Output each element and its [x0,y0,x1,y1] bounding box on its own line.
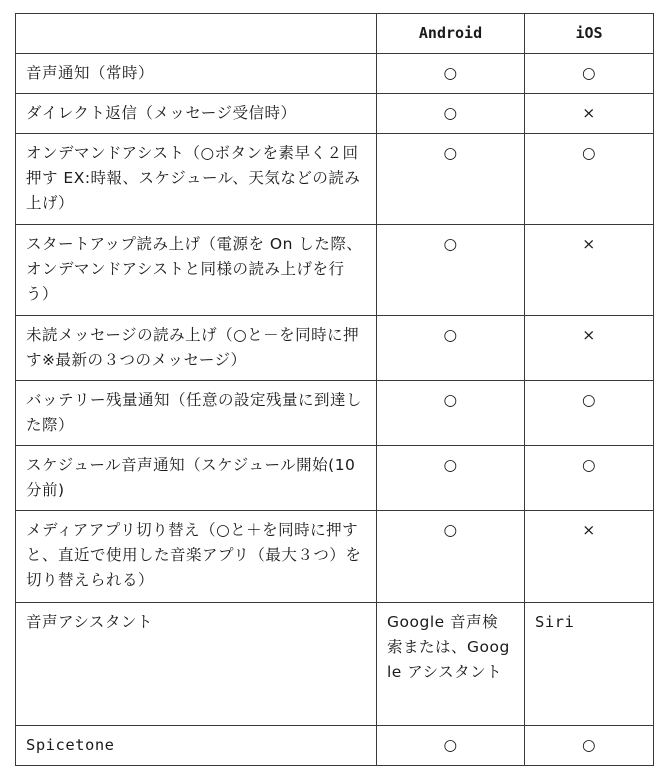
feature-comparison-table [15,13,654,766]
table-row [16,603,654,726]
android-support-mark: ○ [377,511,525,603]
ios-support-mark: × [525,511,654,603]
ios-support-mark: × [525,94,654,134]
table-row [16,225,654,316]
android-support-mark: ○ [377,316,525,381]
feature-cell: 音声アシスタント [16,603,377,726]
header-android-cell: Android [377,14,525,54]
ios-support-mark: ○ [525,381,654,446]
ios-support-mark: × [525,225,654,316]
header-ios-cell: iOS [525,14,654,54]
feature-cell: バッテリー残量通知（任意の設定残量に到達した際） [16,381,377,446]
table-row [16,511,654,603]
ios-support-mark: × [525,316,654,381]
feature-cell: メディアアプリ切り替え（○と＋を同時に押すと、直近で使用した音楽アプリ（最大３つ）を切り替えられる） [16,511,377,603]
table-header-row [16,14,654,54]
table-row [16,726,654,766]
android-support-mark: ○ [377,134,525,225]
feature-cell: スケジュール音声通知（スケジュール開始(10 分前) [16,446,377,511]
feature-cell: オンデマンドアシスト（○ボタンを素早く２回押す EX:時報、スケジュール、天気などの読み上げ） [16,134,377,225]
android-support-mark: ○ [377,726,525,766]
android-support-mark: ○ [377,381,525,446]
feature-cell: Spicetone [16,726,377,766]
ios-support-mark: ○ [525,726,654,766]
ios-support-mark: ○ [525,446,654,511]
android-support-mark: ○ [377,446,525,511]
feature-cell: ダイレクト返信（メッセージ受信時） [16,94,377,134]
table-row [16,316,654,381]
feature-cell: スタートアップ読み上げ（電源を On した際、オンデマンドアシストと同様の読み上げを行う） [16,225,377,316]
android-support-mark: ○ [377,94,525,134]
android-assistant-cell: Google 音声検索または、Google アシスタント [377,603,525,726]
android-support-mark: ○ [377,54,525,94]
ios-support-mark: ○ [525,54,654,94]
feature-cell: 音声通知（常時） [16,54,377,94]
table-row [16,446,654,511]
header-feature-cell [16,14,377,54]
ios-assistant-cell: Siri [525,603,654,726]
table-row [16,134,654,225]
android-support-mark: ○ [377,225,525,316]
feature-cell: 未読メッセージの読み上げ（○と－を同時に押す※最新の３つのメッセージ） [16,316,377,381]
ios-support-mark: ○ [525,134,654,225]
table-row [16,94,654,134]
table-row [16,54,654,94]
table-row [16,381,654,446]
